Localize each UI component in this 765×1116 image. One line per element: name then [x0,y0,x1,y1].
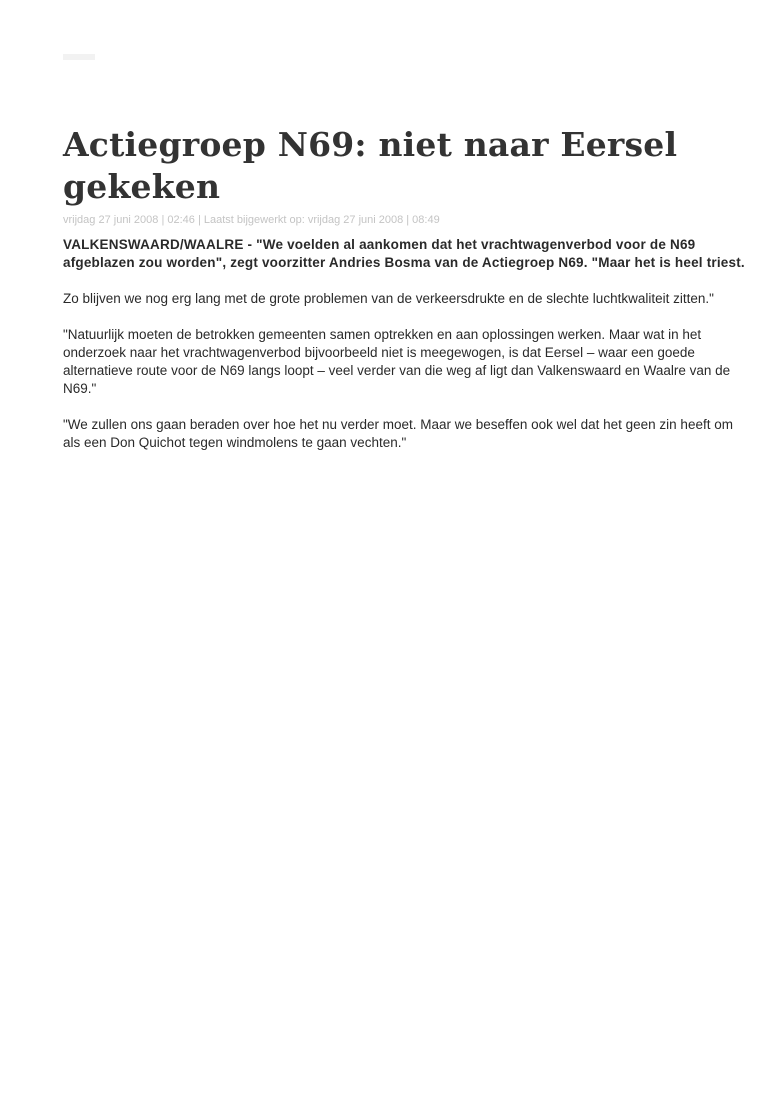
article-paragraph: "We zullen ons gaan beraden over hoe het nu verder moet. Maar we beseffen ook wel dat het geen zin heeft om als een Don Quichot tegen windmolens te gaan vechten." [63,417,733,450]
article-title: Actiegroep N69: niet naar Eersel gekeken [63,125,678,206]
article-paragraph: Zo blijven we nog erg lang met de grote problemen van de verkeersdrukte en de slechte luchtkwaliteit zitten." [63,291,714,306]
faint-header-mark [63,54,95,60]
article-lead: VALKENSWAARD/WAALRE - "We voelden al aankomen dat het vrachtwagenverbod voor de N69 afgeblazen zou worden", zegt voorzitter Andries Bosma van de Actiegroep N69. "Maar het is heel triest. [63,237,745,270]
article-paragraph: "Natuurlijk moeten de betrokken gemeenten samen optrekken en aan oplossingen werken. Maar wat in het onderzoek naar het vrachtwagenverbod bijvoorbeeld niet is meegewogen, is dat Eersel – waar een goede alternatieve route voor de N69 langs loopt – veel verder van die weg af ligt dan Valkenswaard en Waalre van de N69." [63,327,731,396]
article-body [63,236,753,470]
article-meta: vrijdag 27 juni 2008 | 02:46 | Laatst bijgewerkt op: vrijdag 27 juni 2008 | 08:49 [63,214,440,226]
